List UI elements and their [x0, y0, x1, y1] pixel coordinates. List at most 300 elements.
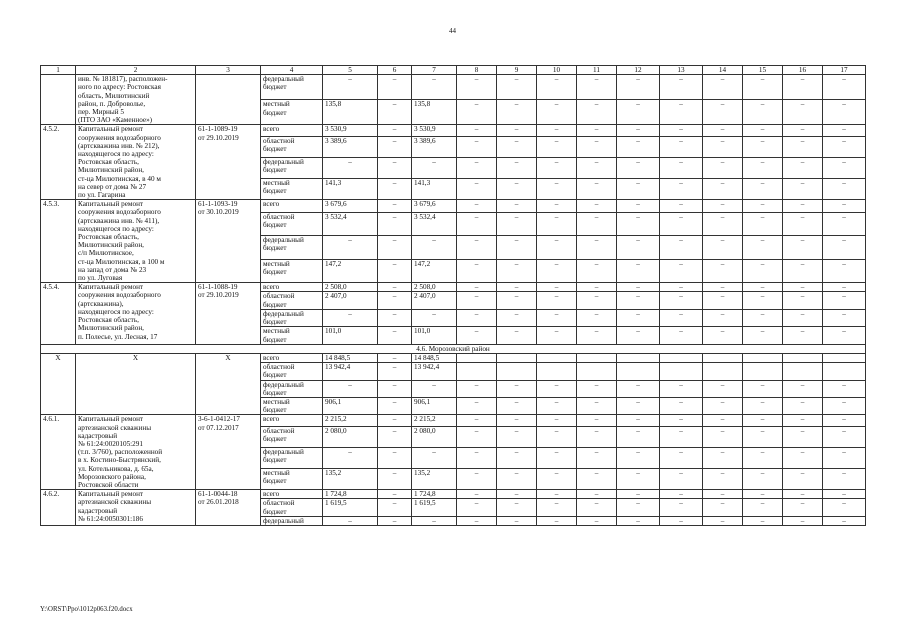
amount-col10: –	[537, 499, 577, 516]
amount-col15	[743, 353, 783, 362]
amount-col16: –	[783, 200, 823, 212]
amount-col16: –	[783, 516, 823, 525]
amount-col10: –	[537, 327, 577, 344]
amount-col9: –	[497, 200, 537, 212]
amount-col16: –	[783, 292, 823, 309]
funding-source: всего	[261, 490, 323, 499]
funding-source: федеральный бюджет	[261, 75, 323, 100]
amount-col6: –	[378, 259, 412, 283]
amount-col6: –	[378, 292, 412, 309]
amount-col13: –	[660, 157, 703, 178]
column-header: 12	[617, 66, 660, 75]
amount-col13: –	[660, 499, 703, 516]
amount-col6: –	[378, 136, 412, 157]
amount-col9: –	[497, 157, 537, 178]
amount-col15: –	[743, 447, 783, 468]
amount-col12	[617, 353, 660, 362]
amount-col8: –	[457, 200, 497, 212]
amount-col10: –	[537, 236, 577, 260]
amount-col15: –	[743, 75, 783, 100]
amount-col15: –	[743, 136, 783, 157]
column-header: 8	[457, 66, 497, 75]
column-header: 13	[660, 66, 703, 75]
amount-col16: –	[783, 327, 823, 344]
amount-col13: –	[660, 136, 703, 157]
amount-col15: –	[743, 309, 783, 326]
amount-col6: –	[378, 157, 412, 178]
column-header: 10	[537, 66, 577, 75]
amount-col6: –	[378, 499, 412, 516]
amount-col10: –	[537, 516, 577, 525]
column-header: 11	[577, 66, 617, 75]
amount-col15: –	[743, 327, 783, 344]
amount-col5: 101,0	[323, 327, 378, 344]
amount-col6: –	[378, 397, 412, 414]
file-path: Y:\ORST\Ppo\1012p063.f20.docx	[40, 606, 133, 613]
amount-col7: 3 530,9	[412, 125, 457, 136]
document-ref: 3-6-1-0412-17 от 07.12.2017	[196, 415, 261, 490]
table-row	[41, 283, 866, 292]
amount-col17: –	[823, 499, 866, 516]
amount-col14: –	[703, 259, 743, 283]
amount-col10: –	[537, 259, 577, 283]
amount-col15: –	[743, 516, 783, 525]
amount-col7: –	[412, 157, 457, 178]
amount-col16: –	[783, 136, 823, 157]
amount-col5: –	[323, 75, 378, 100]
document-ref: 61-1-1088-19 от 29.10.2019	[196, 283, 261, 344]
funding-source: областной бюджет	[261, 426, 323, 447]
funding-source: федеральный бюджет	[261, 309, 323, 326]
amount-col10: –	[537, 447, 577, 468]
table-row	[41, 125, 866, 136]
amount-col12: –	[617, 100, 660, 125]
amount-col7: –	[412, 236, 457, 260]
amount-col15: –	[743, 397, 783, 414]
amount-col10: –	[537, 283, 577, 292]
amount-col9: –	[497, 327, 537, 344]
amount-col13: –	[660, 309, 703, 326]
amount-col14: –	[703, 100, 743, 125]
amount-col10: –	[537, 200, 577, 212]
amount-col6: –	[378, 447, 412, 468]
item-name: Капитальный ремонт сооружения водозаборного (артскважина), находящегося по адресу: Ростовская область, Милютинский район, п. Полесье, ул. Лесная, 17	[76, 283, 196, 344]
funding-source: всего	[261, 353, 323, 362]
document-ref: 61-1-1093-19 от 30.10.2019	[196, 200, 261, 283]
amount-col8: –	[457, 75, 497, 100]
amount-col6: –	[378, 179, 412, 200]
amount-col7: 906,1	[412, 397, 457, 414]
amount-col9: –	[497, 490, 537, 499]
amount-col12: –	[617, 179, 660, 200]
amount-col5: –	[323, 157, 378, 178]
amount-col14: –	[703, 447, 743, 468]
amount-col5: –	[323, 309, 378, 326]
amount-col6: –	[378, 236, 412, 260]
item-name: Х	[76, 353, 196, 414]
amount-col16: –	[783, 236, 823, 260]
amount-col8: –	[457, 447, 497, 468]
amount-col10: –	[537, 75, 577, 100]
amount-col9: –	[497, 292, 537, 309]
item-number: 4.6.1.	[41, 415, 76, 490]
funding-source: местный бюджет	[261, 179, 323, 200]
amount-col15: –	[743, 380, 783, 397]
amount-col17: –	[823, 426, 866, 447]
amount-col11: –	[577, 380, 617, 397]
amount-col16: –	[783, 309, 823, 326]
amount-col17: –	[823, 327, 866, 344]
amount-col8: –	[457, 179, 497, 200]
amount-col13: –	[660, 516, 703, 525]
amount-col16: –	[783, 75, 823, 100]
amount-col7: –	[412, 309, 457, 326]
amount-col14: –	[703, 468, 743, 489]
amount-col5: –	[323, 447, 378, 468]
amount-col9: –	[497, 309, 537, 326]
amount-col14: –	[703, 200, 743, 212]
funding-source: местный бюджет	[261, 468, 323, 489]
amount-col7: 3 389,6	[412, 136, 457, 157]
amount-col9: –	[497, 426, 537, 447]
item-number: 4.5.4.	[41, 283, 76, 344]
funding-source: местный бюджет	[261, 397, 323, 414]
amount-col6: –	[378, 468, 412, 489]
amount-col14	[703, 353, 743, 362]
amount-col11: –	[577, 100, 617, 125]
amount-col17: –	[823, 283, 866, 292]
amount-col12: –	[617, 309, 660, 326]
amount-col17: –	[823, 516, 866, 525]
amount-col14: –	[703, 490, 743, 499]
funding-source: областной бюджет	[261, 212, 323, 236]
amount-col14	[703, 363, 743, 380]
amount-col14: –	[703, 136, 743, 157]
amount-col13: –	[660, 259, 703, 283]
funding-source: федеральный бюджет	[261, 157, 323, 178]
amount-col12: –	[617, 200, 660, 212]
amount-col12: –	[617, 447, 660, 468]
amount-col14: –	[703, 415, 743, 426]
amount-col15: –	[743, 157, 783, 178]
amount-col9: –	[497, 447, 537, 468]
amount-col11	[577, 353, 617, 362]
amount-col9	[497, 353, 537, 362]
amount-col11: –	[577, 415, 617, 426]
amount-col10: –	[537, 426, 577, 447]
funding-source: местный бюджет	[261, 100, 323, 125]
amount-col11: –	[577, 283, 617, 292]
amount-col17: –	[823, 75, 866, 100]
amount-col16	[783, 353, 823, 362]
table-row	[41, 490, 866, 499]
amount-col13: –	[660, 292, 703, 309]
amount-col14: –	[703, 236, 743, 260]
amount-col5: 2 407,0	[323, 292, 378, 309]
amount-col9: –	[497, 259, 537, 283]
column-header: 6	[378, 66, 412, 75]
amount-col13: –	[660, 75, 703, 100]
amount-col9: –	[497, 283, 537, 292]
amount-col8: –	[457, 259, 497, 283]
amount-col8: –	[457, 100, 497, 125]
amount-col12: –	[617, 283, 660, 292]
amount-col5: 3 530,9	[323, 125, 378, 136]
amount-col17: –	[823, 447, 866, 468]
amount-col12: –	[617, 157, 660, 178]
amount-col14: –	[703, 309, 743, 326]
amount-col11: –	[577, 157, 617, 178]
funding-source: всего	[261, 415, 323, 426]
amount-col11: –	[577, 426, 617, 447]
amount-col15: –	[743, 179, 783, 200]
amount-col17: –	[823, 157, 866, 178]
section-title: 4.6. Морозовский район	[41, 344, 866, 353]
amount-col7: 135,2	[412, 468, 457, 489]
amount-col8: –	[457, 327, 497, 344]
amount-col11: –	[577, 236, 617, 260]
document-ref: Х	[196, 353, 261, 414]
funding-source: всего	[261, 125, 323, 136]
amount-col17: –	[823, 468, 866, 489]
item-number: Х	[41, 353, 76, 414]
amount-col7: 2 407,0	[412, 292, 457, 309]
column-header: 9	[497, 66, 537, 75]
amount-col8: –	[457, 157, 497, 178]
amount-col17: –	[823, 259, 866, 283]
amount-col6: –	[378, 283, 412, 292]
funding-source: местный бюджет	[261, 327, 323, 344]
amount-col8: –	[457, 136, 497, 157]
amount-col12: –	[617, 426, 660, 447]
item-name: Капитальный ремонт сооружения водозаборного (артскважина инв. № 212), находящегося по адресу: Ростовская область, Милютинский район, ст-ца Милютинская, в 40 м на север от дома № 27 по ул. Гагарина	[76, 125, 196, 200]
amount-col6: –	[378, 415, 412, 426]
amount-col13	[660, 353, 703, 362]
amount-col7: –	[412, 380, 457, 397]
amount-col17: –	[823, 136, 866, 157]
funding-source: областной бюджет	[261, 292, 323, 309]
amount-col16: –	[783, 100, 823, 125]
amount-col14: –	[703, 283, 743, 292]
amount-col7: 1 619,5	[412, 499, 457, 516]
amount-col5: 135,8	[323, 100, 378, 125]
amount-col15	[743, 363, 783, 380]
amount-col5: –	[323, 380, 378, 397]
column-header: 1	[41, 66, 76, 75]
amount-col12: –	[617, 380, 660, 397]
amount-col5: –	[323, 516, 378, 525]
amount-col12	[617, 363, 660, 380]
amount-col13: –	[660, 212, 703, 236]
amount-col16: –	[783, 499, 823, 516]
amount-col14: –	[703, 397, 743, 414]
funding-source: федеральный	[261, 516, 323, 525]
amount-col12: –	[617, 125, 660, 136]
amount-col13: –	[660, 415, 703, 426]
amount-col7: 3 679,6	[412, 200, 457, 212]
amount-col14: –	[703, 426, 743, 447]
amount-col11: –	[577, 397, 617, 414]
amount-col7: –	[412, 75, 457, 100]
amount-col13: –	[660, 125, 703, 136]
amount-col5: 135,2	[323, 468, 378, 489]
amount-col5: 906,1	[323, 397, 378, 414]
amount-col17: –	[823, 490, 866, 499]
amount-col10: –	[537, 490, 577, 499]
column-header: 15	[743, 66, 783, 75]
amount-col11	[577, 363, 617, 380]
amount-col13: –	[660, 327, 703, 344]
amount-col17: –	[823, 200, 866, 212]
amount-col13: –	[660, 490, 703, 499]
amount-col13: –	[660, 447, 703, 468]
amount-col16: –	[783, 212, 823, 236]
amount-col15: –	[743, 236, 783, 260]
amount-col12: –	[617, 415, 660, 426]
amount-col7: 147,2	[412, 259, 457, 283]
amount-col8: –	[457, 490, 497, 499]
amount-col17: –	[823, 309, 866, 326]
column-header: 2	[76, 66, 196, 75]
funding-source: всего	[261, 200, 323, 212]
amount-col13: –	[660, 200, 703, 212]
amount-col5: 141,3	[323, 179, 378, 200]
amount-col8: –	[457, 212, 497, 236]
amount-col9: –	[497, 516, 537, 525]
amount-col13: –	[660, 283, 703, 292]
amount-col6: –	[378, 309, 412, 326]
amount-col8: –	[457, 125, 497, 136]
amount-col14: –	[703, 157, 743, 178]
amount-col15: –	[743, 212, 783, 236]
table-row	[41, 353, 866, 362]
amount-col11: –	[577, 125, 617, 136]
amount-col15: –	[743, 200, 783, 212]
item-name: Капитальный ремонт артезианской скважины кадастровый № 61:24:0020105:291 (т.п. 3/760), расположенной в х. Костино-Быстрянский, ул. Котельникова, д. 65а, Морозовского района, Ростовской области	[76, 415, 196, 490]
amount-col16: –	[783, 426, 823, 447]
amount-col5: 147,2	[323, 259, 378, 283]
amount-col7: 141,3	[412, 179, 457, 200]
amount-col14: –	[703, 327, 743, 344]
item-name: инв. № 181817), расположен- ного по адресу: Ростовская область, Милютинский район, п. Доброволье, пер. Мирный 5 (ПТО ЗАО «Каменное»)	[76, 75, 196, 125]
amount-col14: –	[703, 516, 743, 525]
amount-col15: –	[743, 499, 783, 516]
amount-col7: 101,0	[412, 327, 457, 344]
funding-source: федеральный бюджет	[261, 236, 323, 260]
amount-col17: –	[823, 236, 866, 260]
funding-source: областной бюджет	[261, 499, 323, 516]
amount-col6: –	[378, 426, 412, 447]
amount-col13: –	[660, 426, 703, 447]
amount-col17: –	[823, 397, 866, 414]
amount-col13: –	[660, 397, 703, 414]
amount-col5: 1 724,8	[323, 490, 378, 499]
amount-col16: –	[783, 283, 823, 292]
amount-col5: –	[323, 236, 378, 260]
amount-col11: –	[577, 75, 617, 100]
amount-col12: –	[617, 327, 660, 344]
amount-col7: 1 724,8	[412, 490, 457, 499]
column-header: 7	[412, 66, 457, 75]
amount-col6: –	[378, 353, 412, 362]
amount-col10	[537, 353, 577, 362]
amount-col11: –	[577, 447, 617, 468]
amount-col13: –	[660, 236, 703, 260]
amount-col10: –	[537, 292, 577, 309]
funding-source: всего	[261, 283, 323, 292]
amount-col10: –	[537, 100, 577, 125]
funding-source: федеральный бюджет	[261, 447, 323, 468]
amount-col9: –	[497, 212, 537, 236]
funding-source: областной бюджет	[261, 363, 323, 380]
amount-col12: –	[617, 397, 660, 414]
amount-col5: 2 508,0	[323, 283, 378, 292]
amount-col11: –	[577, 259, 617, 283]
amount-col16: –	[783, 259, 823, 283]
amount-col7: 14 848,5	[412, 353, 457, 362]
amount-col8: –	[457, 380, 497, 397]
amount-col10: –	[537, 397, 577, 414]
table-row	[41, 415, 866, 426]
amount-col5: 3 532,4	[323, 212, 378, 236]
header-row	[41, 66, 866, 75]
amount-col8: –	[457, 516, 497, 525]
amount-col9: –	[497, 136, 537, 157]
amount-col5: 13 942,4	[323, 363, 378, 380]
amount-col11: –	[577, 327, 617, 344]
amount-col12: –	[617, 499, 660, 516]
column-header: 4	[261, 66, 323, 75]
amount-col13: –	[660, 380, 703, 397]
item-number	[41, 75, 76, 125]
amount-col12: –	[617, 516, 660, 525]
amount-col16: –	[783, 380, 823, 397]
amount-col15: –	[743, 468, 783, 489]
amount-col8	[457, 353, 497, 362]
amount-col9: –	[497, 75, 537, 100]
amount-col7: –	[412, 447, 457, 468]
amount-col9: –	[497, 380, 537, 397]
amount-col14: –	[703, 499, 743, 516]
amount-col11: –	[577, 499, 617, 516]
amount-col9: –	[497, 415, 537, 426]
amount-col6: –	[378, 100, 412, 125]
amount-col17: –	[823, 212, 866, 236]
budget-table	[40, 65, 866, 526]
amount-col9: –	[497, 100, 537, 125]
amount-col11: –	[577, 292, 617, 309]
amount-col13	[660, 363, 703, 380]
amount-col14: –	[703, 380, 743, 397]
column-header: 17	[823, 66, 866, 75]
amount-col11: –	[577, 516, 617, 525]
amount-col5: 2 080,0	[323, 426, 378, 447]
amount-col8: –	[457, 292, 497, 309]
amount-col8: –	[457, 426, 497, 447]
amount-col7: 2 080,0	[412, 426, 457, 447]
amount-col8: –	[457, 309, 497, 326]
amount-col14: –	[703, 179, 743, 200]
amount-col15: –	[743, 426, 783, 447]
amount-col9: –	[497, 125, 537, 136]
amount-col16: –	[783, 447, 823, 468]
amount-col5: 1 619,5	[323, 499, 378, 516]
document-ref	[196, 75, 261, 125]
amount-col12: –	[617, 259, 660, 283]
amount-col11: –	[577, 179, 617, 200]
amount-col5: 2 215,2	[323, 415, 378, 426]
item-number: 4.5.3.	[41, 200, 76, 283]
